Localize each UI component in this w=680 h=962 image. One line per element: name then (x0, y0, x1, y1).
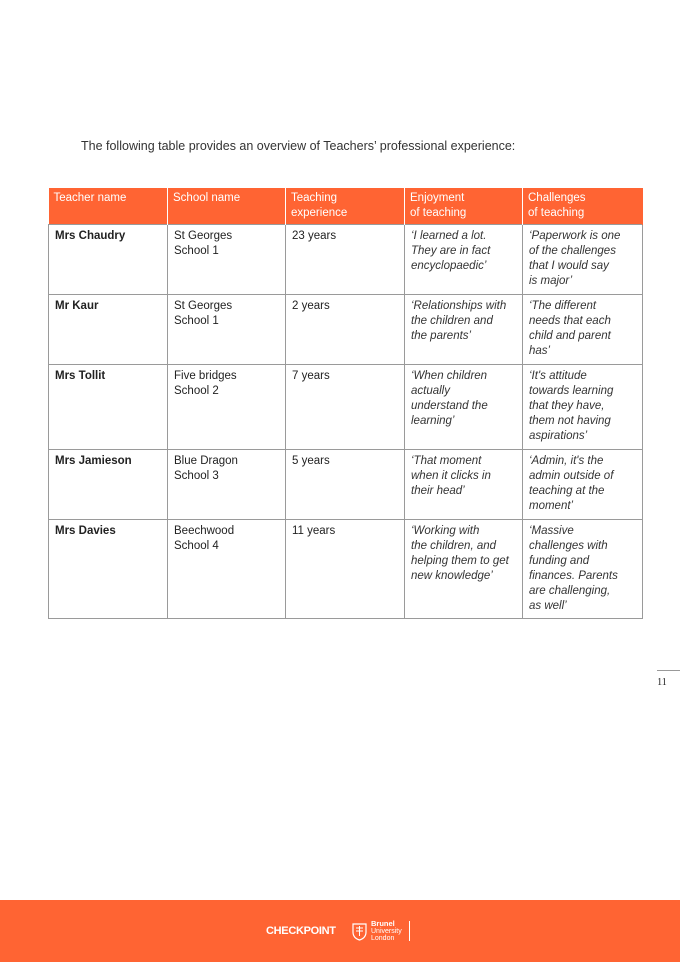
cell-challenges: ‘The different needs that each child and parent has’ (523, 295, 643, 365)
cell-school: St Georges School 1 (168, 225, 286, 295)
cell-school: Beechwood School 4 (168, 520, 286, 619)
header-teacher-name: Teacher name (49, 189, 168, 225)
cell-experience: 7 years (286, 365, 405, 450)
cell-teacher: Mrs Chaudry (49, 225, 168, 295)
cell-teacher: Mr Kaur (49, 295, 168, 365)
cell-enjoyment: ‘I learned a lot. They are in fact encyclopaedic’ (405, 225, 523, 295)
table-row (49, 295, 643, 365)
header-challenges: Challenges of teaching (523, 189, 643, 225)
table-row (49, 450, 643, 520)
cell-challenges: ‘Massive challenges with funding and finances. Parents are challenging, as well’ (523, 520, 643, 619)
teacher-experience-table (48, 188, 643, 619)
cell-teacher: Mrs Davies (49, 520, 168, 619)
cell-teacher: Mrs Tollit (49, 365, 168, 450)
page-number-rule (657, 670, 680, 671)
header-school-name: School name (168, 189, 286, 225)
table-header-row (49, 189, 643, 225)
checkpoint-logo: CHECKPOINT (266, 925, 336, 937)
page-number: 11 (657, 677, 667, 688)
cell-enjoyment: ‘When children actually understand the learning’ (405, 365, 523, 450)
cell-experience: 23 years (286, 225, 405, 295)
header-enjoyment: Enjoyment of teaching (405, 189, 523, 225)
footer-bar (0, 900, 680, 962)
brunel-logo-line: Brunel (371, 919, 395, 928)
intro-text: The following table provides an overview of Teachers’ professional experience: (81, 139, 516, 153)
cell-school: Five bridges School 2 (168, 365, 286, 450)
brunel-logo-line: University (371, 927, 402, 935)
cell-enjoyment: ‘Working with the children, and helping them to get new knowledge’ (405, 520, 523, 619)
table-row (49, 225, 643, 295)
cell-challenges: ‘Paperwork is one of the challenges that I would say is major’ (523, 225, 643, 295)
brunel-logo-divider (409, 921, 410, 941)
header-teaching-experience: Teaching experience (286, 189, 405, 225)
cell-enjoyment: ‘Relationships with the children and the parents’ (405, 295, 523, 365)
cell-experience: 11 years (286, 520, 405, 619)
table-row (49, 365, 643, 450)
cell-teacher: Mrs Jamieson (49, 450, 168, 520)
brunel-crest-icon (351, 921, 368, 941)
table-row (49, 520, 643, 619)
cell-school: Blue Dragon School 3 (168, 450, 286, 520)
cell-challenges: ‘It's attitude towards learning that they have, them not having aspirations’ (523, 365, 643, 450)
cell-school: St Georges School 1 (168, 295, 286, 365)
cell-challenges: ‘Admin, it's the admin outside of teaching at the moment’ (523, 450, 643, 520)
cell-enjoyment: ‘That moment when it clicks in their head’ (405, 450, 523, 520)
cell-experience: 2 years (286, 295, 405, 365)
brunel-logo (371, 920, 402, 943)
brunel-logo-line: London (371, 935, 395, 942)
cell-experience: 5 years (286, 450, 405, 520)
